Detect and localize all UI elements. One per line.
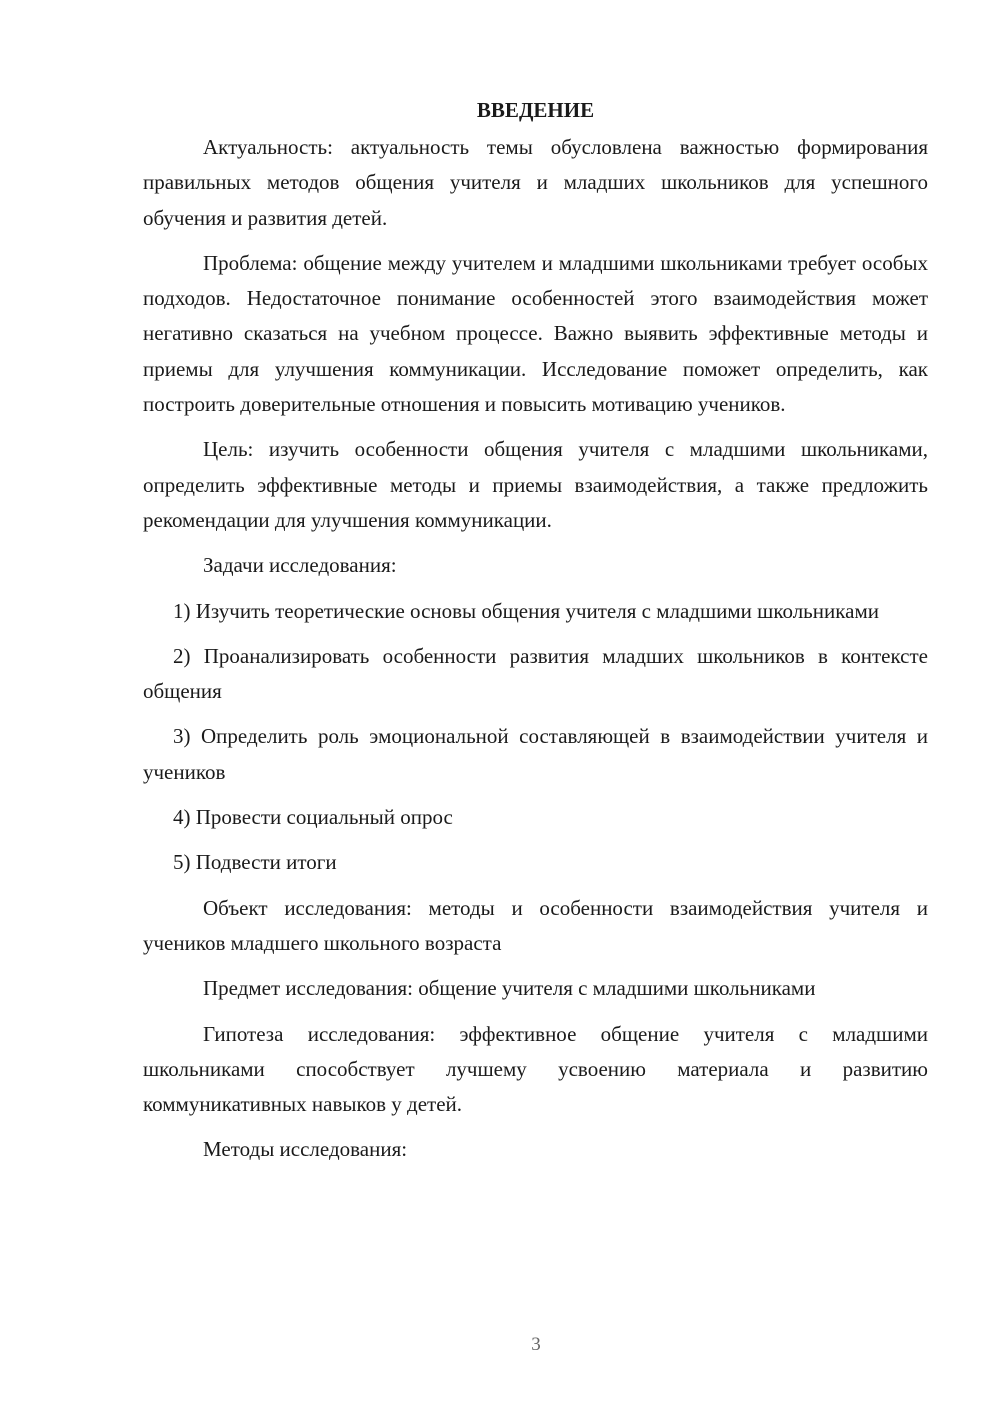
relevance-paragraph: Актуальность: актуальность темы обусловлена важностью формирования правильных методов общения учителя и младших школьников для успешного обучения и развития детей. (143, 135, 928, 230)
hypothesis-paragraph: Гипотеза исследования: эффективное общение учителя с младшими школьниками способствует лучшему усвоению материала и развитию коммуникативных навыков у детей. (143, 1021, 928, 1117)
task-item: 5) Подвести итоги (173, 850, 337, 875)
subject-paragraph: Предмет исследования: общение учителя с младшими школьниками (203, 976, 816, 1001)
problem-paragraph: Проблема: общение между учителем и младшими школьниками требует особых подходов. Недостаточное понимание особенностей этого взаимодействия может негативно сказаться на учебном процессе. Важно выявить эффективные методы и приемы для улучшения коммуникации. Исследование поможет определить, как построить доверительные отношения и повысить мотивацию учеников. (143, 250, 928, 417)
task-item: 2) Проанализировать особенности развития младших школьников в контексте общения (143, 643, 928, 704)
object-paragraph: Объект исследования: методы и особенности взаимодействия учителя и учеников младшего школьного возраста (143, 895, 928, 955)
task-item: 4) Провести социальный опрос (173, 805, 453, 830)
page-number: 3 (531, 1334, 541, 1355)
page-content (143, 93, 928, 1178)
goal-paragraph: Цель: изучить особенности общения учителя с младшими школьниками, определить эффективные методы и приемы взаимодействия, а также предложить рекомендации для улучшения коммуникации. (143, 437, 928, 532)
task-item: 3) Определить роль эмоциональной составляющей в взаимодействии учителя и учеников (143, 724, 928, 784)
methods-heading: Методы исследования: (203, 1137, 408, 1162)
tasks-heading: Задачи исследования: (203, 553, 397, 578)
task-item: 1) Изучить теоретические основы общения учителя с младшими школьниками (173, 598, 879, 623)
page-title: ВВЕДЕНИЕ (476, 98, 595, 122)
